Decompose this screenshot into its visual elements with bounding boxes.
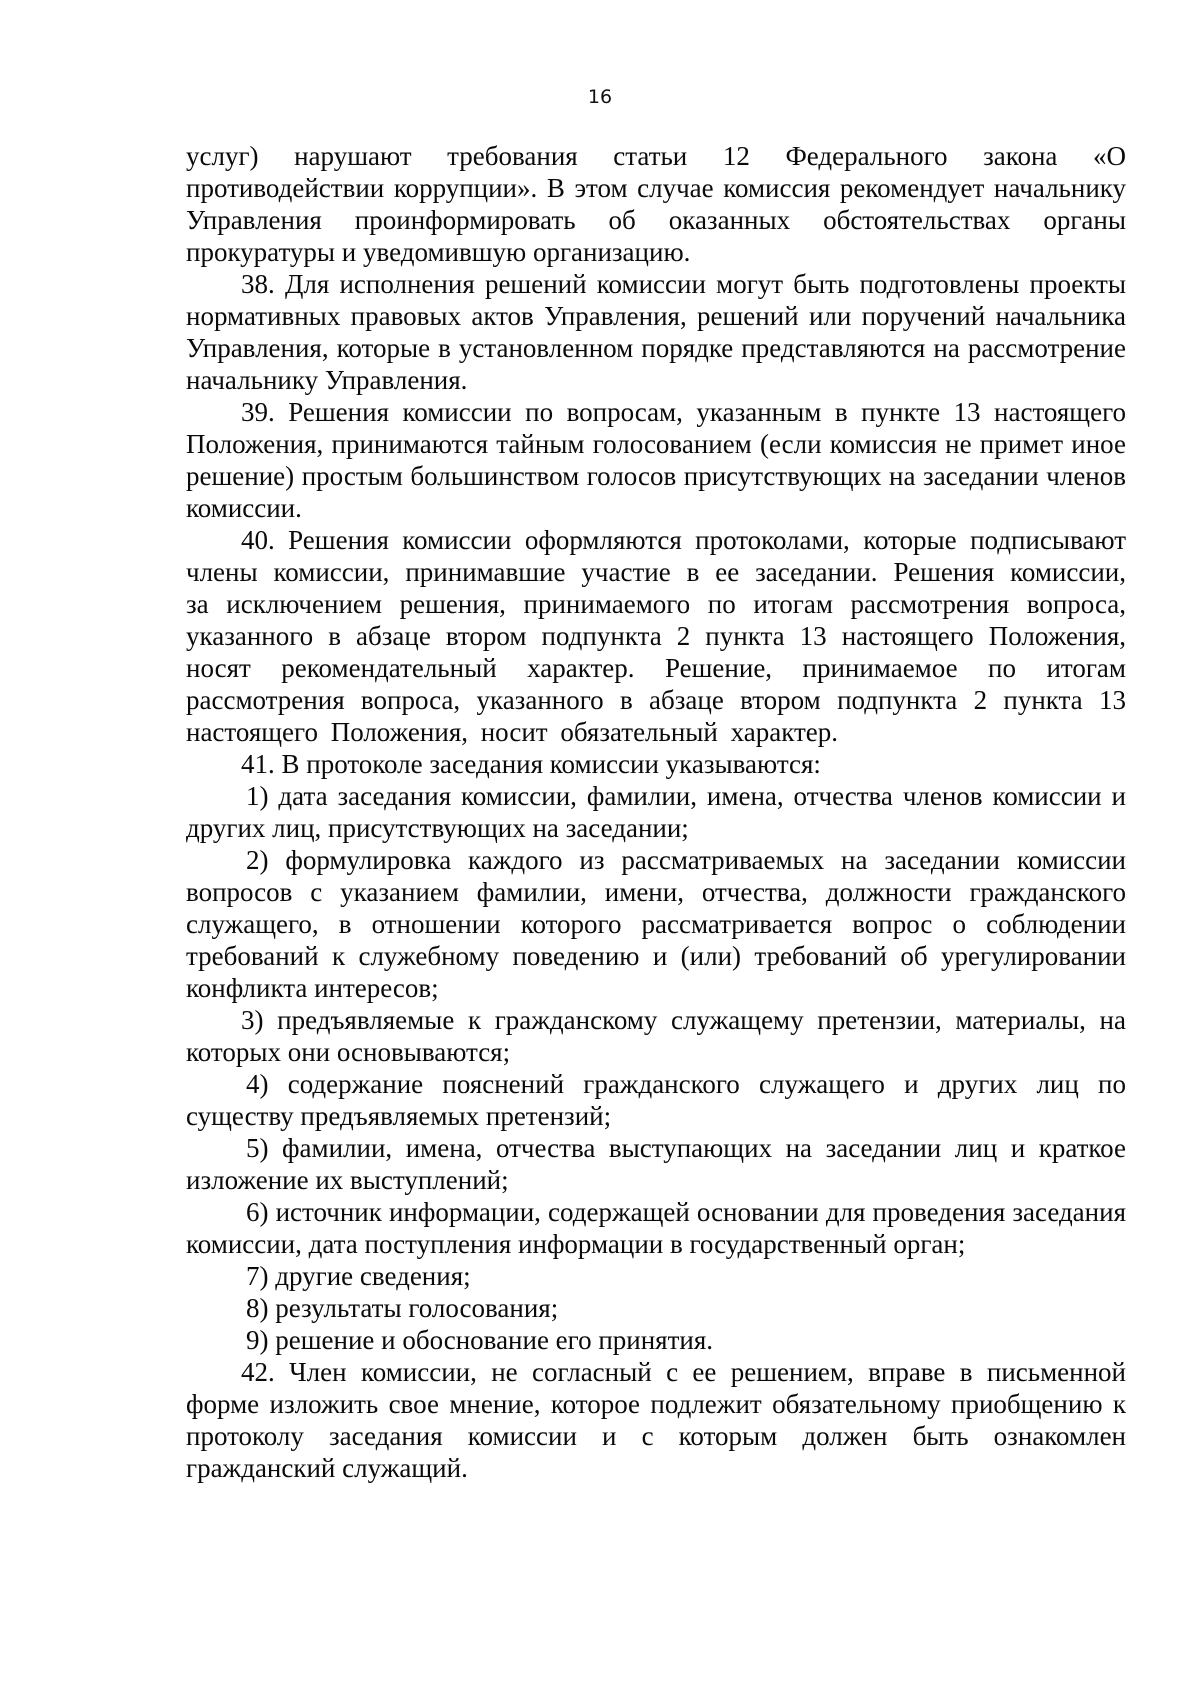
list-item-41-1: 1) дата заседания комиссии, фамилии, имена, отчества членов комиссии и других лиц, присутствующих на заседании; [186,781,1126,843]
list-item-41-7: 7) другие сведения; [246,1261,471,1291]
document-body [186,140,1126,1484]
page-number: 16 [587,86,613,108]
paragraph-42: 42. Член комиссии, не согласный с ее решением, вправе в письменной форме изложить свое мнение, которое подлежит обязательному приобщению к протоколу заседания комиссии и с которым должен быть ознакомлен гражданский служащий. [186,1357,1126,1483]
list-item-41-8: 8) результаты голосования; [246,1293,559,1323]
paragraph-continuation: услуг) нарушают требования статьи 12 Федерального закона «О противодействии коррупции». В этом случае комиссия рекомендует начальнику Управления проинформировать об оказанных обстоятельствах органы прокуратуры и уведомившую организацию. [186,141,1126,267]
list-item-41-4: 4) содержание пояснений гражданского служащего и других лиц по существу предъявляемых претензий; [186,1069,1126,1131]
list-item-41-2: 2) формулировка каждого из рассматриваемых на заседании комиссии вопросов с указанием фамилии, имени, отчества, должности гражданского служащего, в отношении которого рассматривается вопрос о соблюдении требований к служебному поведению и (или) требований об урегулировании конфликта интересов; [186,845,1126,1003]
list-item-41-5: 5) фамилии, имена, отчества выступающих на заседании лиц и краткое изложение их выступлений; [186,1133,1126,1195]
paragraph-41: 41. В протоколе заседания комиссии указываются: [241,749,821,779]
paragraph-38: 38. Для исполнения решений комиссии могут быть подготовлены проекты нормативных правовых актов Управления, решений или поручений начальника Управления, которые в установленном порядке представляются на рассмотрение начальнику Управления. [186,269,1126,395]
paragraph-40: 40. Решения комиссии оформляются протоколами, которые подписывают члены комиссии, принимавшие участие в ее заседании. Решения комиссии, за исключением решения, принимаемого по итогам рассмотрения вопроса, указанного в абзаце втором подпункта 2 пункта 13 настоящего Положения, носят рекомендательный характер. Решение, принимаемое по итогам рассмотрения вопроса, указанного в абзаце втором подпункта 2 пункта 13 настоящего Положения, носит обязательный характер. [186,525,1126,747]
list-item-41-6: 6) источник информации, содержащей основании для проведения заседания комиссии, дата поступления информации в государственный орган; [186,1197,1126,1259]
paragraph-39: 39. Решения комиссии по вопросам, указанным в пункте 13 настоящего Положения, принимаются тайным голосованием (если комиссия не примет иное решение) простым большинством голосов присутствующих на заседании членов комиссии. [186,397,1126,523]
list-item-41-3: 3) предъявляемые к гражданскому служащему претензии, материалы, на которых они основываются; [186,1005,1126,1067]
list-item-41-9: 9) решение и обоснование его принятия. [246,1325,714,1355]
